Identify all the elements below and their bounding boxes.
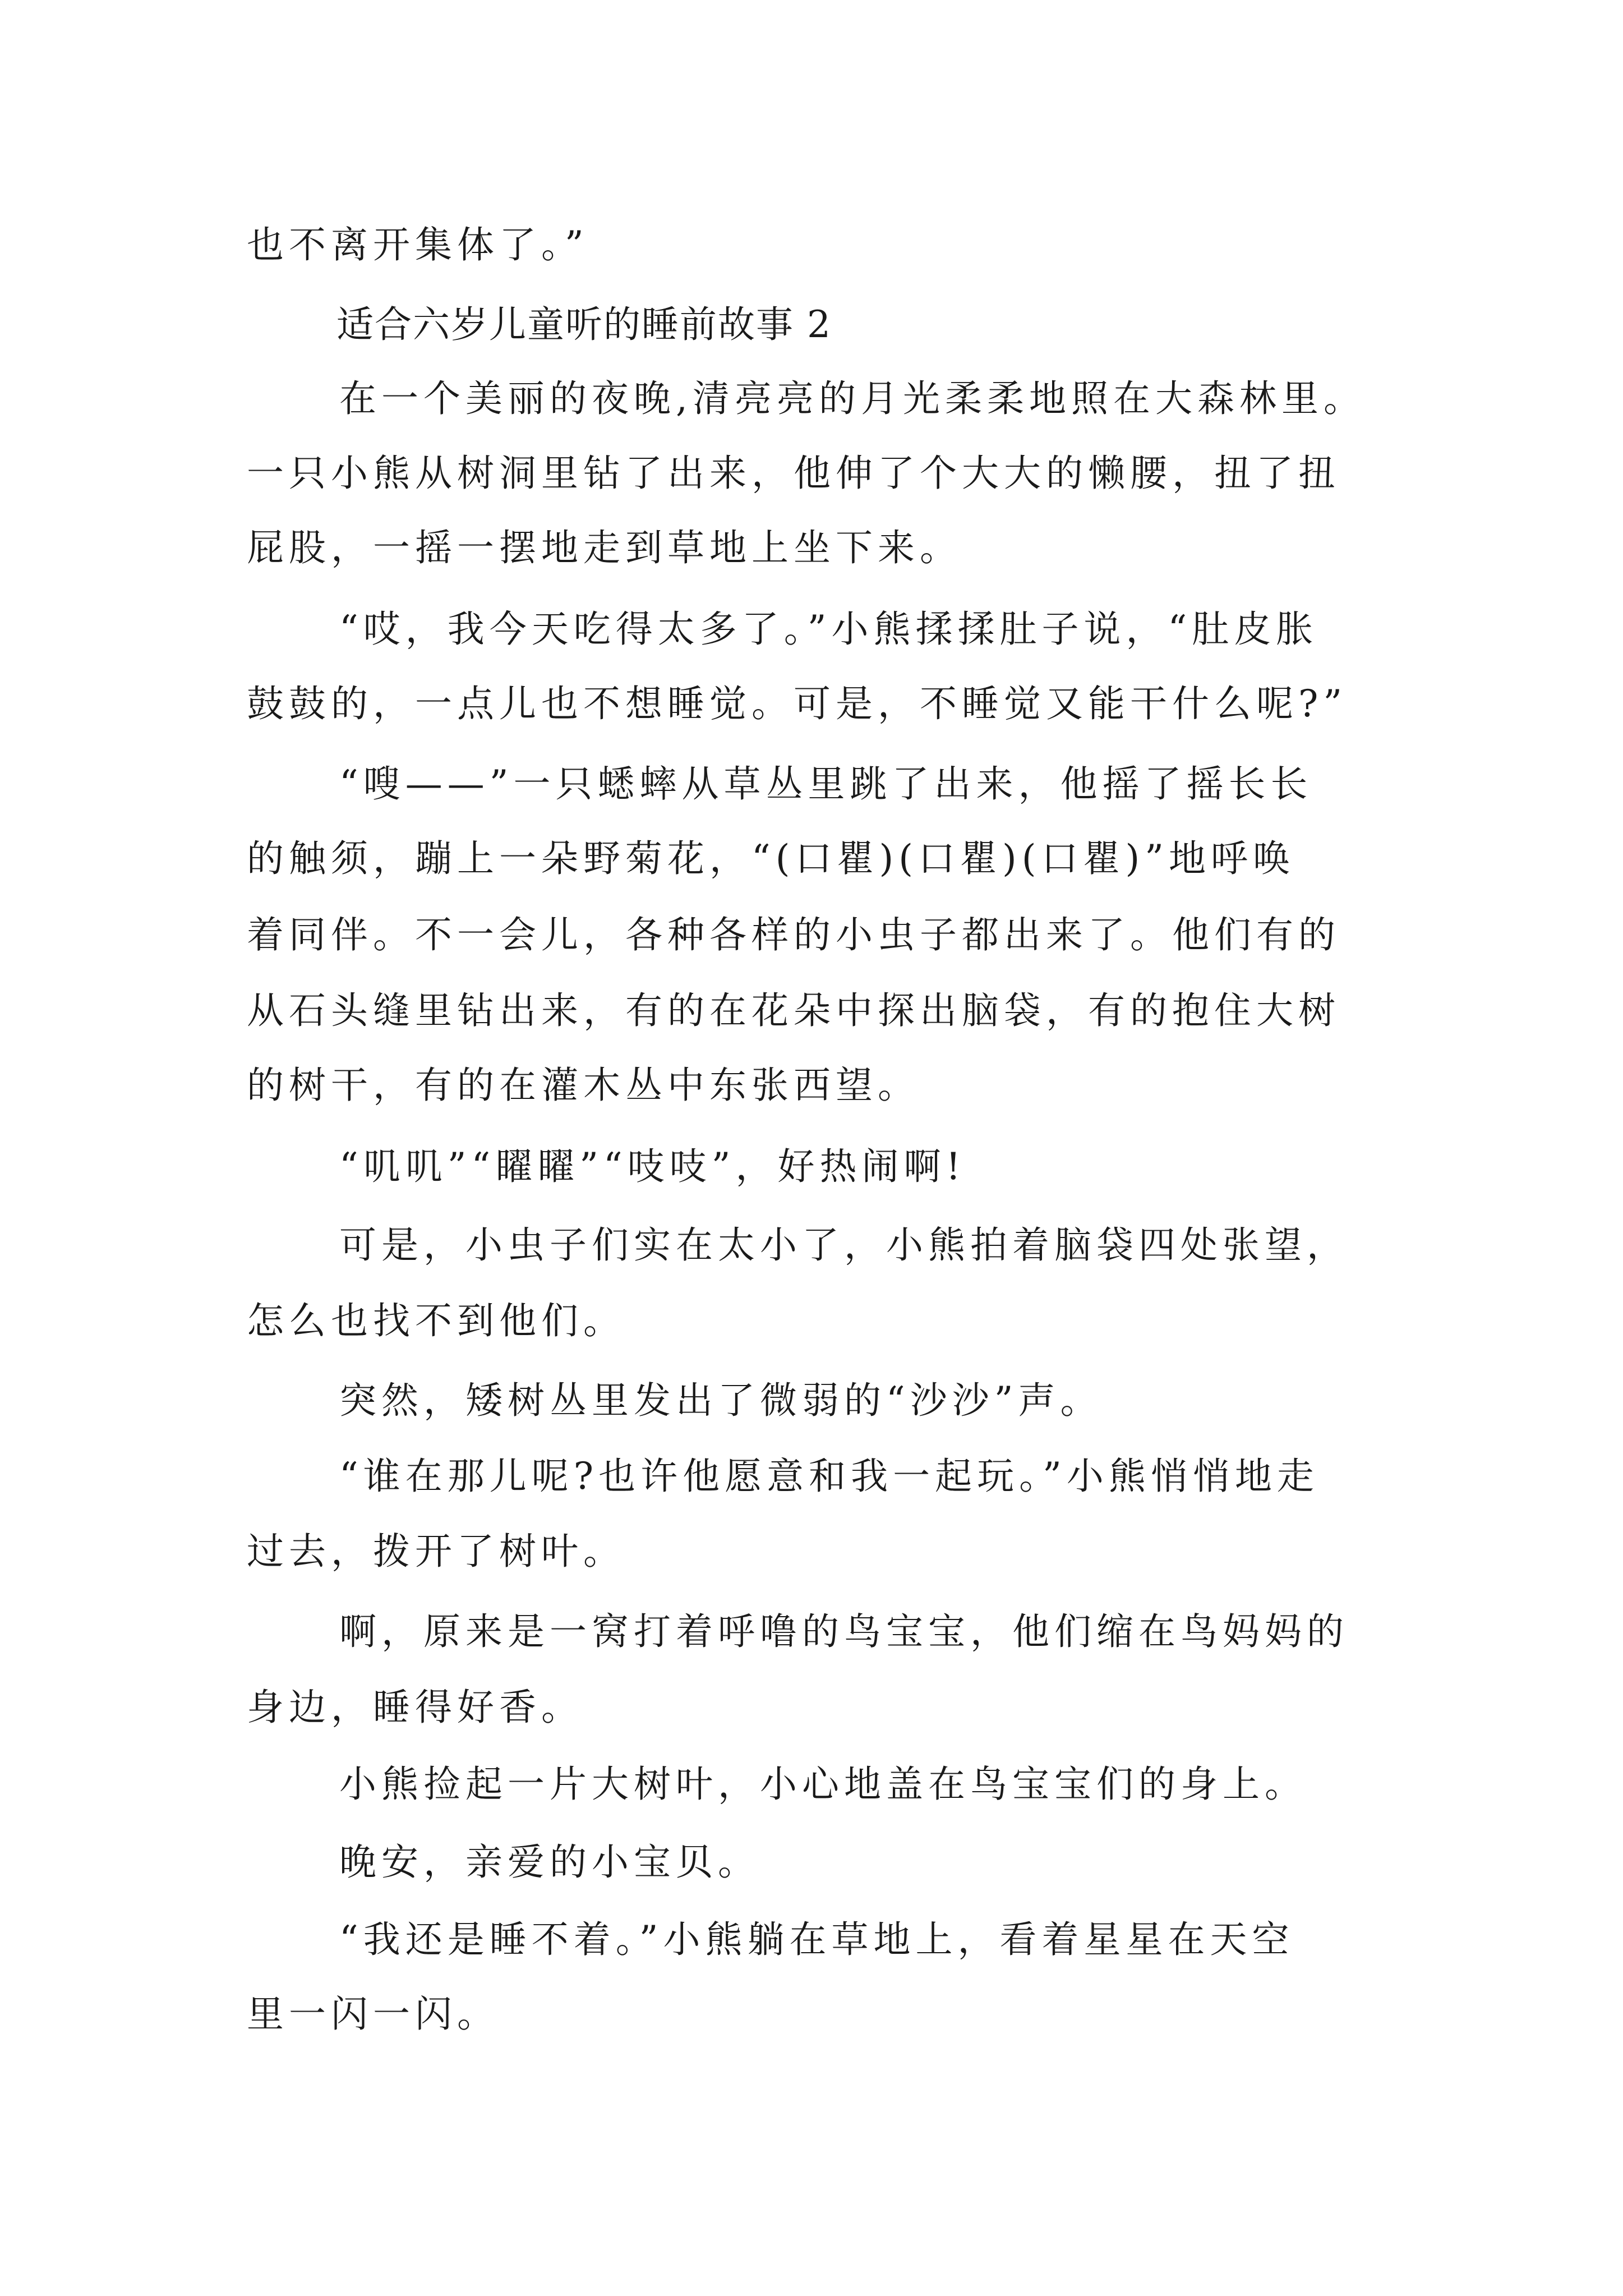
text-line: 鼓鼓的，一点儿也不想睡觉。可是，不睡觉又能干什么呢?” xyxy=(247,682,1348,725)
text-line: 从石头缝里钻出来，有的在花朵中探出脑袋，有的抱住大树 xyxy=(247,989,1340,1032)
text-line: “哎，我今天吃得太多了。”小熊揉揉肚子说，“肚皮胀 xyxy=(339,608,1318,651)
text-line: 屁股，一摇一摆地走到草地上坐下来。 xyxy=(247,526,962,569)
text-line: 在一个美丽的夜晚,清亮亮的月光柔柔地照在大森林里。 xyxy=(339,377,1366,420)
text-line: 晚安，亲爱的小宝贝。 xyxy=(339,1841,760,1884)
text-line: 里一闪一闪。 xyxy=(247,1993,499,2036)
section-heading: 适合六岁儿童听的睡前故事 2 xyxy=(336,303,832,346)
text-line: 小熊捡起一片大树叶，小心地盖在鸟宝宝们的身上。 xyxy=(339,1763,1307,1806)
text-line: 怎么也找不到他们。 xyxy=(247,1299,625,1342)
text-line: “叽叽”“矅矅”“吱吱”，好热闹啊! xyxy=(339,1145,966,1188)
text-line: 一只小熊从树洞里钻了出来，他伸了个大大的懒腰，扭了扭 xyxy=(247,452,1340,495)
text-line: 也不离开集体了。” xyxy=(247,223,589,266)
text-line: 身边，睡得好香。 xyxy=(247,1686,583,1729)
text-line: 的触须，蹦上一朵野菊花，“(口瞿)(口瞿)(口瞿)”地呼唤 xyxy=(247,837,1295,880)
text-line: 突然，矮树丛里发出了微弱的“沙沙”声。 xyxy=(339,1379,1103,1422)
text-line: 的树干，有的在灌木丛中东张西望。 xyxy=(247,1064,920,1107)
text-line: 着同伴。不一会儿，各种各样的小虫子都出来了。他们有的 xyxy=(247,913,1340,956)
text-line: 啊，原来是一窝打着呼噜的鸟宝宝，他们缩在鸟妈妈的 xyxy=(339,1610,1349,1653)
text-line: 可是，小虫子们实在太小了，小熊拍着脑袋四处张望， xyxy=(339,1223,1349,1267)
text-line: “我还是睡不着。”小熊躺在草地上，看着星星在天空 xyxy=(339,1918,1294,1961)
text-line: “谁在那儿呢?也许他愿意和我一起玩。”小熊悄悄地走 xyxy=(339,1455,1319,1498)
text-line: “嗖——”一只蟋蟀从草丛里跳了出来，他摇了摇长长 xyxy=(339,762,1313,806)
text-line: 过去，拨开了树叶。 xyxy=(247,1530,625,1573)
